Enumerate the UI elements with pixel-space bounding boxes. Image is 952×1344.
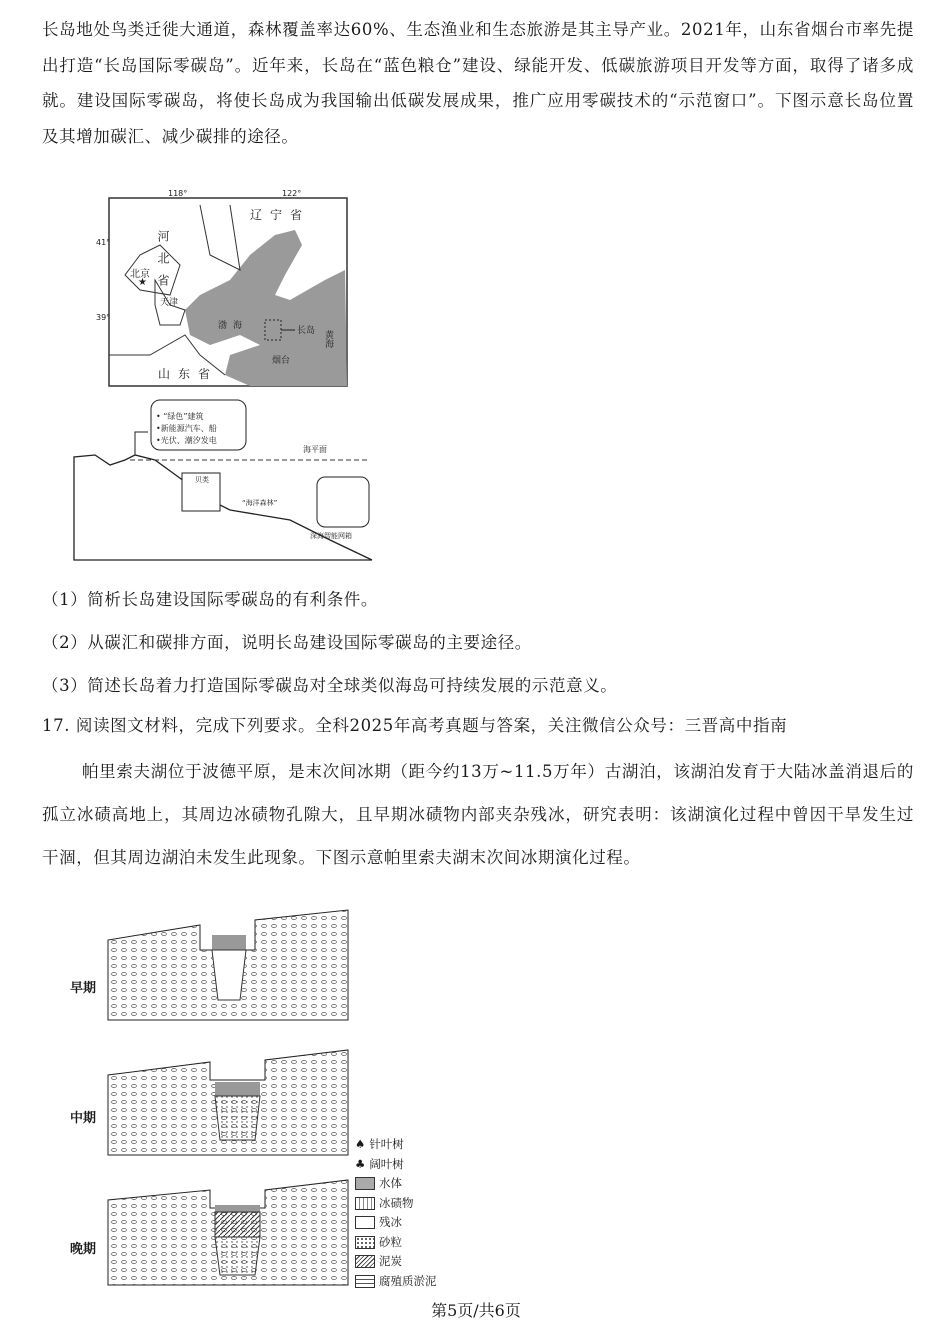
q17-heading: 17. 阅读图文材料，完成下列要求。全科2025年高考真题与答案，关注微信公众号：三晋高中指南: [42, 716, 788, 735]
legend-sand: 砂粒: [355, 1233, 437, 1253]
label-tianjin: 天津: [160, 298, 179, 308]
q17-paragraph: 帕里索夫湖位于波德平原，是末次间冰期（距今约13万~11.5万年）古湖泊，该湖泊发育于大陆冰盖消退后的孤立冰碛高地上，其周边冰碛物孔隙大，且早期冰碛物内部夹杂残冰，研究表明：该湖演化过程中曾因干旱发生过干涸，但其周边湖泊未发生此现象。下图示意帕里索夫湖末次间冰期演化过程。: [42, 762, 914, 867]
stage-middle-label: 中期: [70, 1111, 97, 1126]
ocean-forest-label: “海洋森林”: [242, 499, 278, 507]
carbon-section-diagram: [60, 395, 390, 570]
box-item-green-building: • “绿色”建筑: [156, 412, 204, 421]
box-item-new-energy: •新能源汽车、船: [156, 424, 217, 433]
legend-residual-ice: 残冰: [355, 1213, 437, 1233]
label-liaoning: 辽宁省: [250, 208, 311, 222]
legend-conifer: ♠ 针叶树: [355, 1135, 437, 1155]
label-shandong: 山东省: [158, 367, 219, 381]
stage-middle-diagram: [108, 1050, 348, 1155]
legend: [355, 1135, 437, 1291]
label-changdao: 长岛: [297, 326, 316, 336]
legend-humus-mud: 腐殖质淤泥: [355, 1272, 437, 1292]
legend-water: 水体: [355, 1174, 437, 1194]
lake-evolution-diagram: [100, 890, 355, 1290]
legend-broadleaf: ♣ 阔叶树: [355, 1155, 437, 1175]
label-bohai: 渤海: [218, 321, 249, 331]
box-item-solar-tidal: •光伏、潮汐发电: [156, 436, 217, 445]
shellfish-label: 贝类: [195, 476, 209, 484]
label-huanghai: 黄海: [323, 330, 333, 348]
question-1: （1）简析长岛建设国际零碳岛的有利条件。: [42, 590, 378, 609]
stage-late-diagram: [108, 1180, 348, 1285]
lon-118: 118°: [168, 189, 188, 198]
question-2: （2）从碳汇和碳排方面，说明长岛建设国际零碳岛的主要途径。: [42, 633, 532, 652]
lat-39: 39°: [96, 313, 111, 322]
deep-sea-cage-label: 深海智能网箱: [310, 532, 352, 540]
sea-level-label: 海平面: [303, 445, 327, 454]
legend-peat: 泥炭: [355, 1252, 437, 1272]
stage-late-label: 晚期: [70, 1242, 97, 1257]
label-hebei: 河北省: [156, 230, 170, 296]
label-beijing: 北京: [130, 269, 150, 280]
location-map: [96, 185, 360, 395]
stage-early-label: 早期: [70, 981, 97, 996]
beijing-star-icon: ★: [138, 277, 147, 288]
intro-paragraph: 长岛地处鸟类迁徙大通道，森林覆盖率达60%、生态渔业和生态旅游是其主导产业。2021年，山东省烟台市率先提出打造“长岛国际零碳岛”。近年来，长岛在“蓝色粮仓”建设、绿能开发、低碳旅游项目开发等方面，取得了诸多成就。建设国际零碳岛，将使长岛成为我国输出低碳发展成果，推广应用零碳技术的“示范窗口”。下图示意长岛位置及其增加碳汇、减少碳排的途径。: [42, 20, 914, 146]
lon-122: 122°: [282, 189, 302, 198]
stage-early-diagram: [108, 910, 348, 1020]
legend-till: 冰碛物: [355, 1194, 437, 1214]
page-footer: 第5页/共6页: [431, 1301, 521, 1320]
broadleaf-tree-icon: ♣: [355, 1156, 366, 1171]
label-yantai: 烟台: [272, 356, 291, 366]
question-3: （3）简述长岛着力打造国际零碳岛对全球类似海岛可持续发展的示范意义。: [42, 676, 618, 695]
conifer-tree-icon: ♠: [355, 1137, 366, 1151]
lat-41: 41°: [96, 238, 111, 247]
